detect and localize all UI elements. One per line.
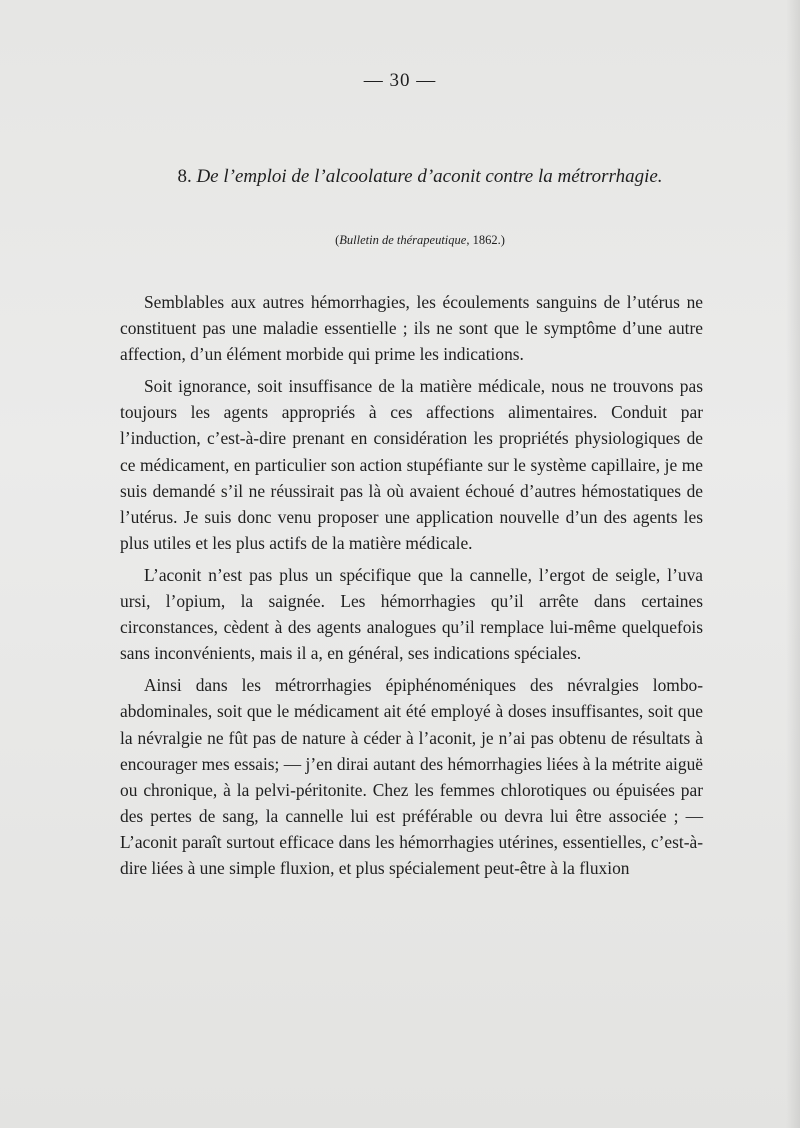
page-edge-shadow — [786, 0, 800, 1128]
paragraph: Ainsi dans les métrorrhagies épiphénoméniques des névralgies lombo-abdominales, soit que le médicament ait été employé à doses insuffisantes, soit que la névralgie ne fût pas de nature à céder à l’aconit, je n’ai pas obtenu de résultats à encourager mes essais; — j’en dirai autant des hémorrhagies liées à la métrite aiguë ou chronique, à la pelvi-péritonite. Chez les femmes chlorotiques ou épuisées par des pertes de sang, la cannelle lui est préférable ou devra lui être associée ; — L’aconit paraît surtout efficace dans les hémorrhagies utérines, essentielles, c’est-à-dire liées à une simple fluxion, et plus spécialement peut-être à la fluxion — [120, 675, 703, 878]
section-number: 8. — [177, 166, 192, 187]
paragraph: Semblables aux autres hémorrhagies, les écoulements sanguins de l’utérus ne constituent pas une maladie essentielle ; ils ne sont que le symptôme d’une autre affection, d’un élément morbide qui prime les indications. — [120, 292, 703, 365]
page-number: — 30 — — [363, 70, 437, 91]
section-heading — [120, 166, 720, 188]
paragraph: L’aconit n’est pas plus un spécifique que la cannelle, l’ergot de seigle, l’uva ursi, l’opium, la saignée. Les hémorrhagies qu’il arrête dans certaines circonstances, cèdent à des agents analogues qu’il remplace lui-même quelquefois sans inconvénients, mais il a, en général, ses indications spéciales. — [120, 564, 703, 664]
paragraph: Soit ignorance, soit insuffisance de la matière médicale, nous ne trouvons pas toujours les agents appropriés à ces affections alimentaires. Conduit par l’induction, c’est-à-dire prenant en considération les propriétés physiologiques de ce médicament, en particulier son action stupéfiante sur le système capillaire, je me suis demandé s’il ne réussirait pas là où avaient échoué d’autres hémostatiques de l’utérus. Je suis donc venu proposer une application nouvelle d’un des agents les plus utiles et les plus actifs de la matière médicale. — [120, 376, 703, 553]
source-year: 1862. — [472, 233, 501, 247]
section-title: De l’emploi de l’alcoolature d’aconit contre la métrorrhagie. — [196, 166, 663, 187]
source-citation: (Bulletin de thérapeutique, 1862.) — [335, 233, 505, 247]
body-text — [120, 289, 703, 881]
source-bulletin: Bulletin de thérapeutique — [339, 233, 467, 247]
